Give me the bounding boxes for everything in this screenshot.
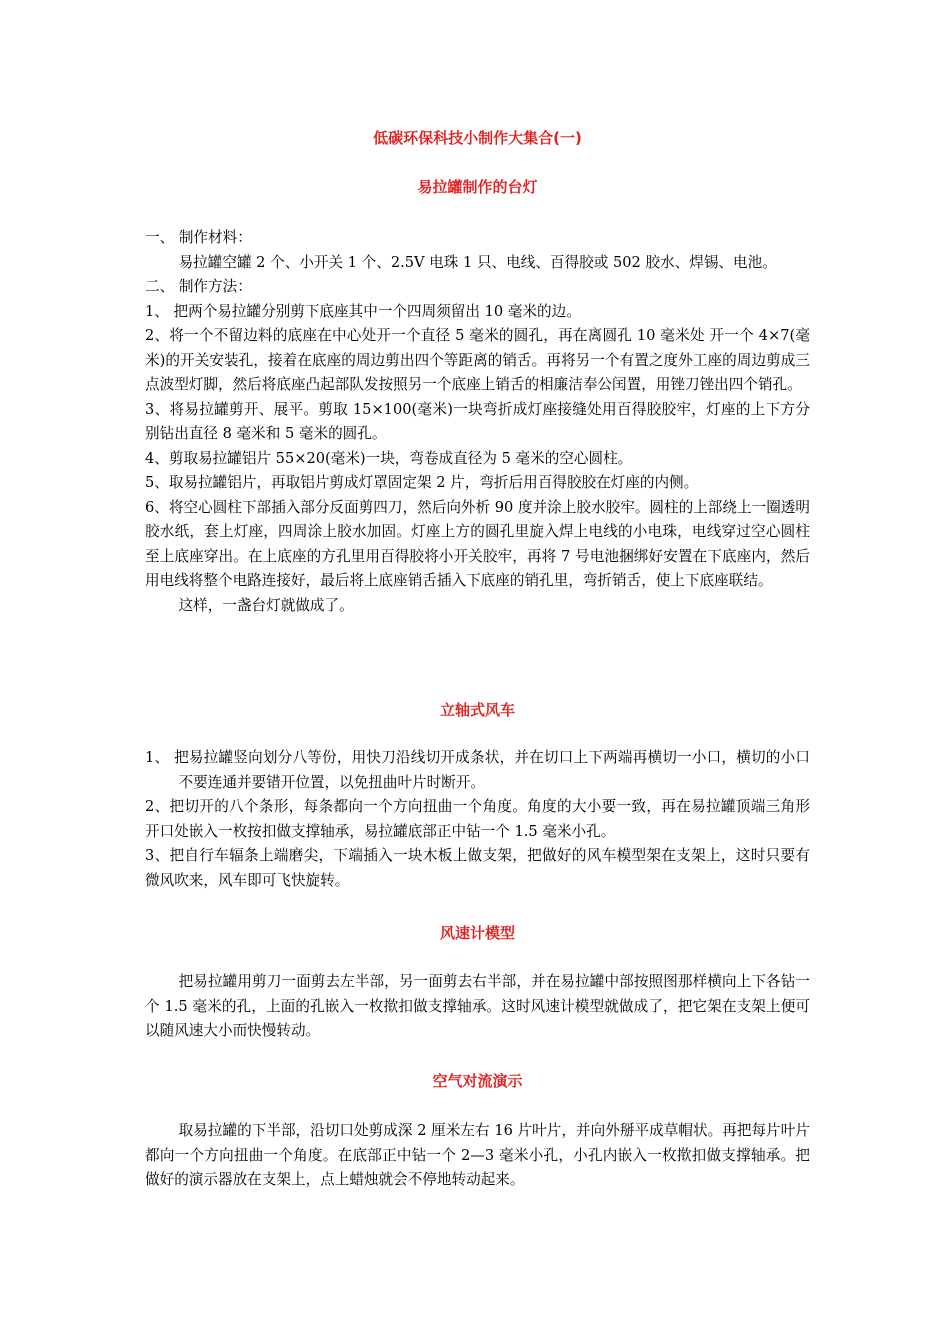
anemometer-section-body bbox=[145, 970, 810, 1044]
materials-heading: 一、 制作材料： bbox=[145, 229, 252, 246]
windmill-step: 1、 把易拉罐竖向划分八等份，用快刀沿线切开成条状，并在切口上下两端再横切一小口，横切的小口不要连通并要错开位置，以免扭曲叶片时断开。 bbox=[145, 749, 810, 791]
methods-heading: 二、 制作方法： bbox=[145, 278, 252, 295]
section-title-anemometer: 风速计模型 bbox=[439, 924, 515, 942]
windmill-section-body bbox=[145, 746, 810, 893]
convection-section-body bbox=[145, 1119, 810, 1193]
section-title-lamp: 易拉罐制作的台灯 bbox=[417, 178, 538, 196]
lamp-step: 2、将一个不留边料的底座在中心处开一个直径 5 毫米的圆孔，再在离圆孔 10 毫米处 开一个 4×7(毫米)的开关安装孔，接着在底座的周边剪出四个等距离的销舌。再将另一个有置之度外工座的周边剪成三点波型灯脚，然后将底座凸起部队发按照另一个底座上销舌的相廉洁奉公闰置，用锉刀锉出四个销孔。 bbox=[145, 327, 810, 393]
section-title-convection: 空气对流演示 bbox=[432, 1072, 523, 1090]
windmill-step: 3、把自行车辐条上端磨尖，下端插入一块木板上做支架，把做好的风车模型架在支架上，这时只要有微风吹来，风车即可飞快旋转。 bbox=[145, 847, 810, 889]
lamp-step: 4、剪取易拉罐铝片 55×20(毫米)一块，弯卷成直径为 5 毫米的空心圆柱。 bbox=[145, 449, 633, 467]
convection-text: 取易拉罐的下半部，沿切口处剪成深 2 厘米左右 16 片叶片，并向外掰平成草帽状。再把每片叶片都向一个方向扭曲一个角度。在底部正中钻一个 2—3 毫米小孔，小孔内嵌入一枚揿扣做支撑轴承。把做好的演示器放在支架上，点上蜡烛就会不停地转动起来。 bbox=[145, 1122, 810, 1188]
lamp-step: 1、 把两个易拉罐分别剪下底座其中一个四周须留出 10 毫米的边。 bbox=[145, 302, 581, 320]
windmill-step: 2、把切开的八个条形，每条都向一个方向扭曲一个角度。角度的大小要一致，再在易拉罐顶端三角形开口处嵌入一枚按扣做支撑轴承，易拉罐底部正中钻一个 1.5 毫米小孔。 bbox=[145, 798, 810, 840]
lamp-conclusion: 这样，一盏台灯就做成了。 bbox=[178, 596, 354, 614]
lamp-step: 3、将易拉罐剪开、展平。剪取 15×100(毫米)一块弯折成灯座接缝处用百得胶胶牢，灯座的上下方分别钻出直径 8 毫米和 5 毫米的圆孔。 bbox=[145, 400, 810, 442]
anemometer-text: 把易拉罐用剪刀一面剪去左半部，另一面剪去右半部，并在易拉罐中部按照图那样横向上下各钻一个 1.5 毫米的孔，上面的孔嵌入一枚揿扣做支撑轴承。这时风速计模型就做成了，把它架在支架上便可以随风速大小而快慢转动。 bbox=[145, 973, 810, 1039]
lamp-step: 6、将空心圆柱下部插入部分反面剪四刀，然后向外析 90 度并涂上胶水胶牢。圆柱的上部绕上一圈透明胶水纸，套上灯座，四周涂上胶水加固。灯座上方的圆孔里旋入焊上电线的小电珠，电线穿过空心圆柱至上底座穿出。在上底座的方孔里用百得胶将小开关胶牢，再将 7 号电池捆绑好安置在下底座内，然后用电线将整个电路连接好，最后将上底座销舌插入下底座的销孔里，弯折销舌，使上下底座联结。 bbox=[145, 498, 810, 589]
materials-text: 易拉罐空罐 2 个、小开关 1 个、2.5V 电珠 1 只、电线、百得胶或 502 胶水、焊锡、电池。 bbox=[178, 253, 777, 271]
section-title-windmill: 立轴式风车 bbox=[439, 701, 515, 719]
lamp-step: 5、取易拉罐铝片，再取铝片剪成灯罩固定架 2 片，弯折后用百得胶胶在灯座的内侧。 bbox=[145, 474, 699, 491]
lamp-section-body bbox=[145, 226, 810, 618]
main-title: 低碳环保科技小制作大集合(一) bbox=[373, 129, 582, 147]
